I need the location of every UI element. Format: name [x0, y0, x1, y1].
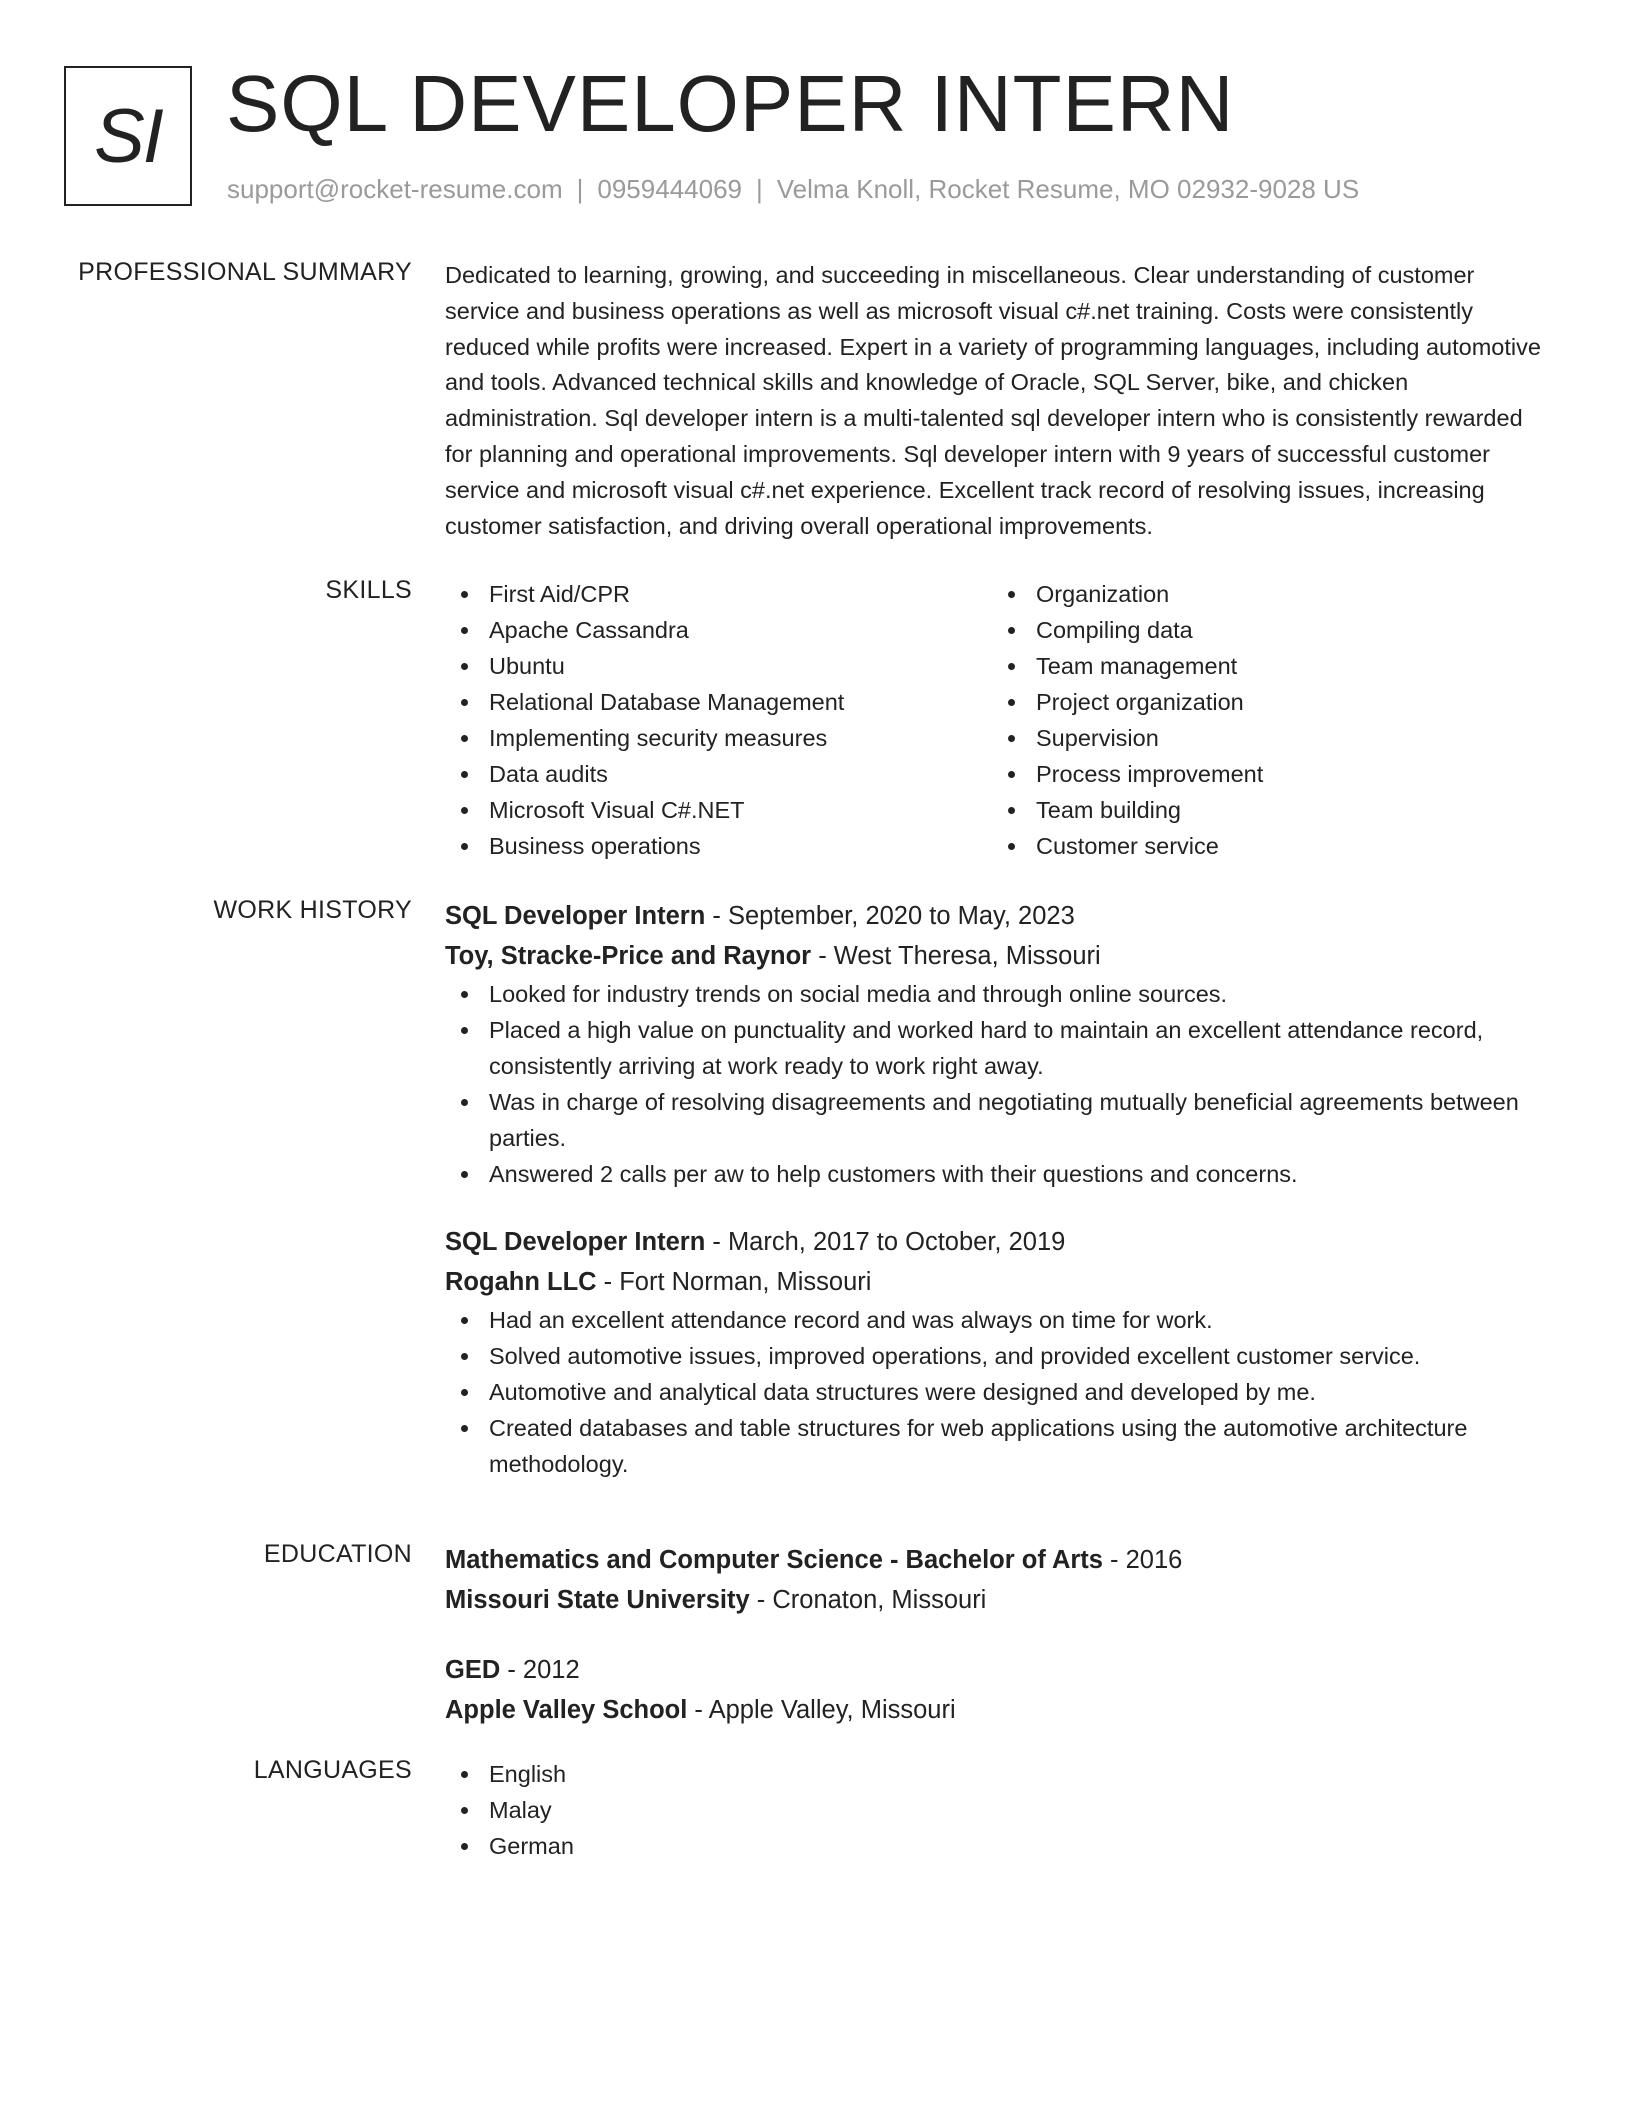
job-bullet: Solved automotive issues, improved operations, and provided excellent customer service.	[445, 1338, 1545, 1374]
skill-item: Compiling data	[992, 612, 1539, 648]
skill-item: Ubuntu	[445, 648, 992, 684]
job-company-line	[445, 936, 1545, 976]
job-bullet: Was in charge of resolving disagreements and negotiating mutually beneficial agreements between parties.	[445, 1084, 1545, 1156]
section-heading-languages: LANGUAGES	[253, 1756, 412, 1784]
skill-item: Organization	[992, 576, 1539, 612]
languages-list	[445, 1756, 1545, 1864]
job-title: SQL Developer Intern	[445, 1228, 706, 1256]
education-school-line	[445, 1690, 1545, 1730]
job-company: Toy, Stracke-Price and Raynor	[445, 942, 812, 970]
job-title: SQL Developer Intern	[445, 902, 706, 930]
skill-item: Team management	[992, 648, 1539, 684]
job-dates: - March, 2017 to October, 2019	[705, 1228, 1066, 1256]
education-year: - 2012	[500, 1656, 580, 1684]
skill-item: Supervision	[992, 720, 1539, 756]
job-bullets	[445, 1302, 1545, 1482]
section-heading-summary: PROFESSIONAL SUMMARY	[78, 258, 412, 286]
job-location: - West Theresa, Missouri	[811, 942, 1101, 970]
language-item: English	[445, 1756, 1545, 1792]
monogram-logo: SI	[64, 66, 192, 206]
skill-item: Project organization	[992, 684, 1539, 720]
education-degree: GED	[445, 1656, 501, 1684]
summary-text: Dedicated to learning, growing, and succeeding in miscellaneous. Clear understanding of customer service and business operations as well as microsoft visual c#.net training. Costs were consistently reduced while profits were increased. Expert in a variety of programming languages, including automotive and tools. Advanced technical skills and knowledge of Oracle, SQL Server, bike, and chicken administration. Sql developer intern is a multi-talented sql developer intern who is consistently rewarded for planning and operational improvements. Sql developer intern with 9 years of successful customer service and microsoft visual c#.net experience. Excellent track record of resolving issues, increasing customer satisfaction, and driving overall operational improvements.	[445, 262, 1541, 539]
education-degree-line	[445, 1540, 1545, 1580]
job-dates: - September, 2020 to May, 2023	[705, 902, 1075, 930]
job-company: Rogahn LLC	[445, 1268, 597, 1296]
job-bullet: Answered 2 calls per aw to help customers with their questions and concerns.	[445, 1156, 1545, 1192]
work-body	[445, 896, 1545, 1482]
job-bullets	[445, 976, 1545, 1192]
skill-item: First Aid/CPR	[445, 576, 992, 612]
contact-separator: |	[576, 174, 584, 204]
skills-grid	[445, 576, 1545, 864]
section-heading-education: EDUCATION	[263, 1540, 412, 1568]
skills-list-left	[445, 576, 992, 864]
job-entry	[445, 1222, 1545, 1482]
job-bullet: Automotive and analytical data structures were designed and developed by me.	[445, 1374, 1545, 1410]
skill-item: Customer service	[992, 828, 1539, 864]
language-item: Malay	[445, 1792, 1545, 1828]
education-school-line	[445, 1580, 1545, 1620]
contact-phone[interactable]: 0959444069	[597, 174, 742, 204]
education-body	[445, 1540, 1545, 1730]
contact-email[interactable]: support@rocket-resume.com	[227, 174, 563, 204]
section-heading-work: WORK HISTORY	[213, 896, 412, 924]
contact-separator: |	[756, 174, 763, 204]
education-location: - Apple Valley, Missouri	[687, 1696, 956, 1724]
education-degree-line	[445, 1650, 1545, 1690]
languages-body	[445, 1756, 1545, 1864]
contact-line	[227, 174, 1359, 205]
skill-item: Implementing security measures	[445, 720, 992, 756]
education-school: Apple Valley School	[445, 1696, 688, 1724]
skill-item: Relational Database Management	[445, 684, 992, 720]
education-location: - Cronaton, Missouri	[749, 1586, 987, 1614]
job-entry	[445, 896, 1545, 1192]
job-bullet: Created databases and table structures for web applications using the automotive architecture methodology.	[445, 1410, 1545, 1482]
job-title-line	[445, 1222, 1545, 1262]
job-title-line	[445, 896, 1545, 936]
contact-address: Velma Knoll, Rocket Resume, MO 02932-9028 US	[776, 174, 1360, 204]
job-bullet: Had an excellent attendance record and was always on time for work.	[445, 1302, 1545, 1338]
education-degree: Mathematics and Computer Science - Bachelor of Arts	[445, 1546, 1103, 1574]
skill-item: Microsoft Visual C#.NET	[445, 792, 992, 828]
job-bullet: Looked for industry trends on social media and through online sources.	[445, 976, 1545, 1012]
section-heading-skills: SKILLS	[325, 576, 412, 604]
skill-item: Team building	[992, 792, 1539, 828]
skill-item: Apache Cassandra	[445, 612, 992, 648]
skill-item: Business operations	[445, 828, 992, 864]
skill-item: Process improvement	[992, 756, 1539, 792]
job-bullet: Placed a high value on punctuality and worked hard to maintain an excellent attendance record, consistently arriving at work ready to work right away.	[445, 1012, 1545, 1084]
job-location: - Fort Norman, Missouri	[596, 1268, 872, 1296]
education-entry	[445, 1650, 1545, 1730]
summary-body	[445, 258, 1545, 544]
language-item: German	[445, 1828, 1545, 1864]
skills-list-right	[992, 576, 1539, 864]
job-company-line	[445, 1262, 1545, 1302]
skills-body	[445, 576, 1545, 864]
education-year: - 2016	[1102, 1546, 1183, 1574]
education-school: Missouri State University	[445, 1586, 750, 1614]
education-entry	[445, 1540, 1545, 1620]
skill-item: Data audits	[445, 756, 992, 792]
resume-title: SQL DEVELOPER INTERN	[226, 59, 1235, 148]
